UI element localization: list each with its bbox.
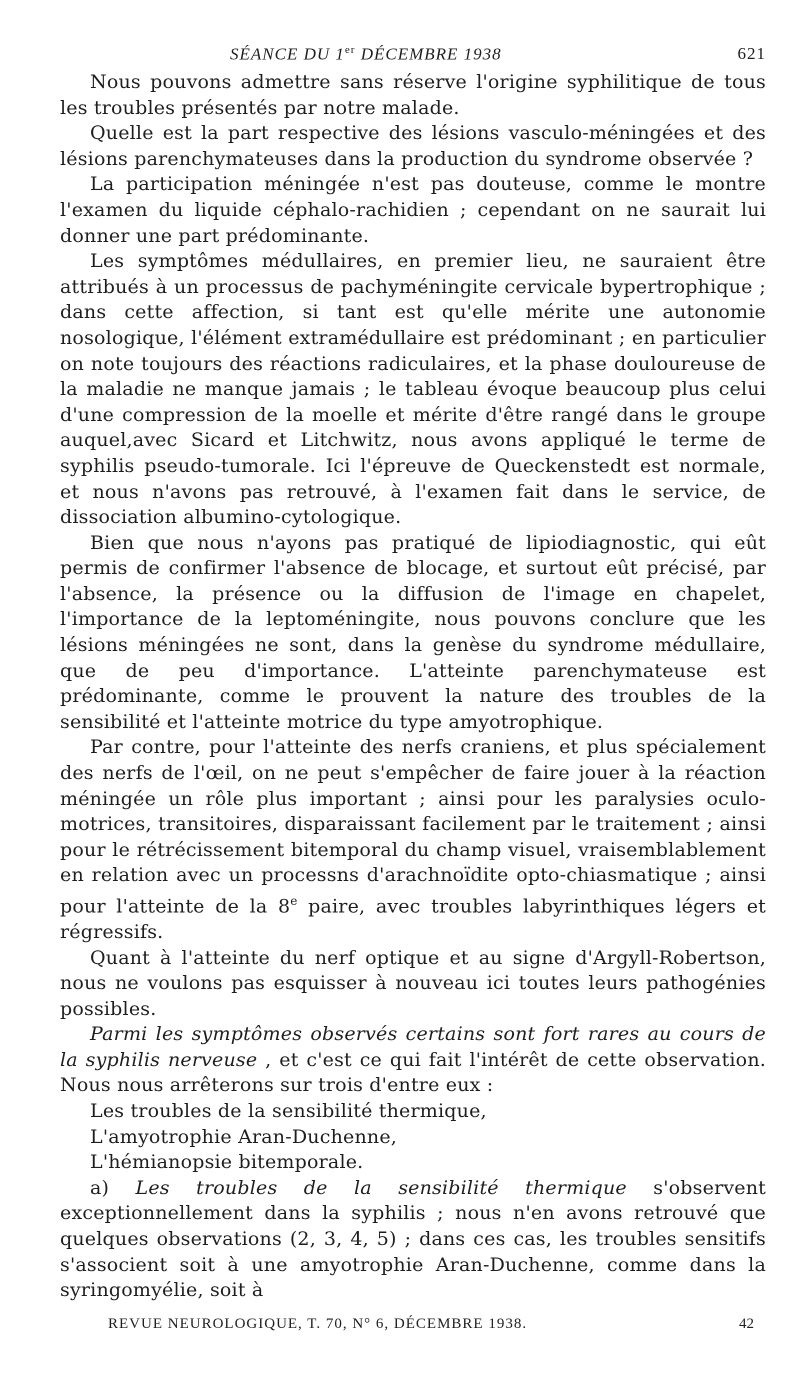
- body-text: [60, 70, 766, 1304]
- journal-reference: REVUE NEUROLOGIQUE, T. 70, N° 6, DÉCEMBRE 1938.: [108, 1315, 528, 1332]
- paragraph: Quant à l'atteinte du nerf optique et au signe d'Argyll-Robertson, nous ne voulons pas esquisser à nouveau ici toutes leurs pathogénies possibles.: [60, 946, 766, 1020]
- running-title: SÉANCE DU 1er DÉCEMBRE 1938: [230, 44, 502, 64]
- paragraph: Quelle est la part respective des lésions vasculo-méningées et des lésions parenchymateuses dans la production du syndrome observée ?: [60, 122, 766, 170]
- paragraph: Nous pouvons admettre sans réserve l'origine syphilitique de tous les troubles présentés par notre malade.: [60, 71, 766, 119]
- paragraph: Par contre, pour l'atteinte des nerfs craniens, et plus spécialement des nerfs de l'œil, on ne peut s'empêcher de faire jouer à la réaction méningée un rôle plus important ; ainsi pour les paralysies oculo-motrices, transitoires, disparaissant facilement par le traitement ; ainsi pour le rétrécissement bitemporal du champ visuel, vraisemblablement en relation avec un processns d'arachnoïdite opto-chiasmatique ; ainsi pour l'atteinte de la 8e paire, avec troubles labyrinthiques légers et régressifs.: [60, 736, 766, 943]
- paragraph: Bien que nous n'ayons pas pratiqué de lipiodiagnostic, qui eût permis de confirmer l'absence de blocage, et surtout eût précisé, par l'absence, la présence ou la diffusion de l'image en chapelet, l'importance de la leptoméningite, nous pouvons conclure que les lésions méningées ne sont, dans la genèse du syndrome médullaire, que de peu d'importance. L'atteinte parenchymateuse est prédominante, comme le prouvent la nature des troubles de la sensibilité et l'atteinte motrice du type amyotrophique.: [60, 531, 766, 733]
- page-footer: [60, 1316, 766, 1340]
- paragraph: Les symptômes médullaires, en premier lieu, ne sauraient être attribués à un processus de pachyméningite cervicale bypertrophique ; dans cette affection, si tant est qu'elle mérite une autonomie nosologique, l'élément extramédullaire est prédominant ; en particulier on note toujours des réactions radiculaires, et la phase douloureuse de la maladie ne manque jamais ; le tableau évoque beaucoup plus celui d'une compression de la moelle et mérite d'être rangé dans le groupe auquel,avec Sicard et Litchwitz, nous avons appliqué le terme de syphilis pseudo-tumorale. Ici l'épreuve de Queckenstedt est normale, et nous n'avons pas retrouvé, à l'examen fait dans le service, de dissociation albumino-cytologique.: [60, 250, 766, 529]
- running-header: [60, 34, 766, 70]
- page-number: 621: [737, 44, 766, 63]
- list-item: L'hémianopsie bitemporale.: [90, 1151, 364, 1174]
- signature-mark: 42: [739, 1315, 754, 1332]
- paragraph: La participation méningée n'est pas douteuse, comme le montre l'examen du liquide céphalo-rachidien ; cependant on ne saurait lui donner une part prédominante.: [60, 173, 766, 247]
- list-item: L'amyotrophie Aran-Duchenne,: [90, 1125, 398, 1148]
- document-page: [60, 34, 766, 1340]
- paragraph: Parmi les symptômes observés certains sont fort rares au cours de la syphilis nerveuse , et c'est ce qui fait l'intérêt de cette observation. Nous nous arrêterons sur trois d'entre eux :: [60, 1023, 767, 1097]
- paragraph: a) Les troubles de la sensibilité thermique s'observent exceptionnellement dans la syphilis ; nous n'en avons retrouvé que quelques observations (2, 3, 4, 5) ; dans ces cas, les troubles sensitifs s'associent soit à une amyotrophie Aran-Duchenne, comme dans la syringomyélie, soit à: [60, 1176, 766, 1302]
- list-item: Les troubles de la sensibilité thermique,: [90, 1100, 487, 1123]
